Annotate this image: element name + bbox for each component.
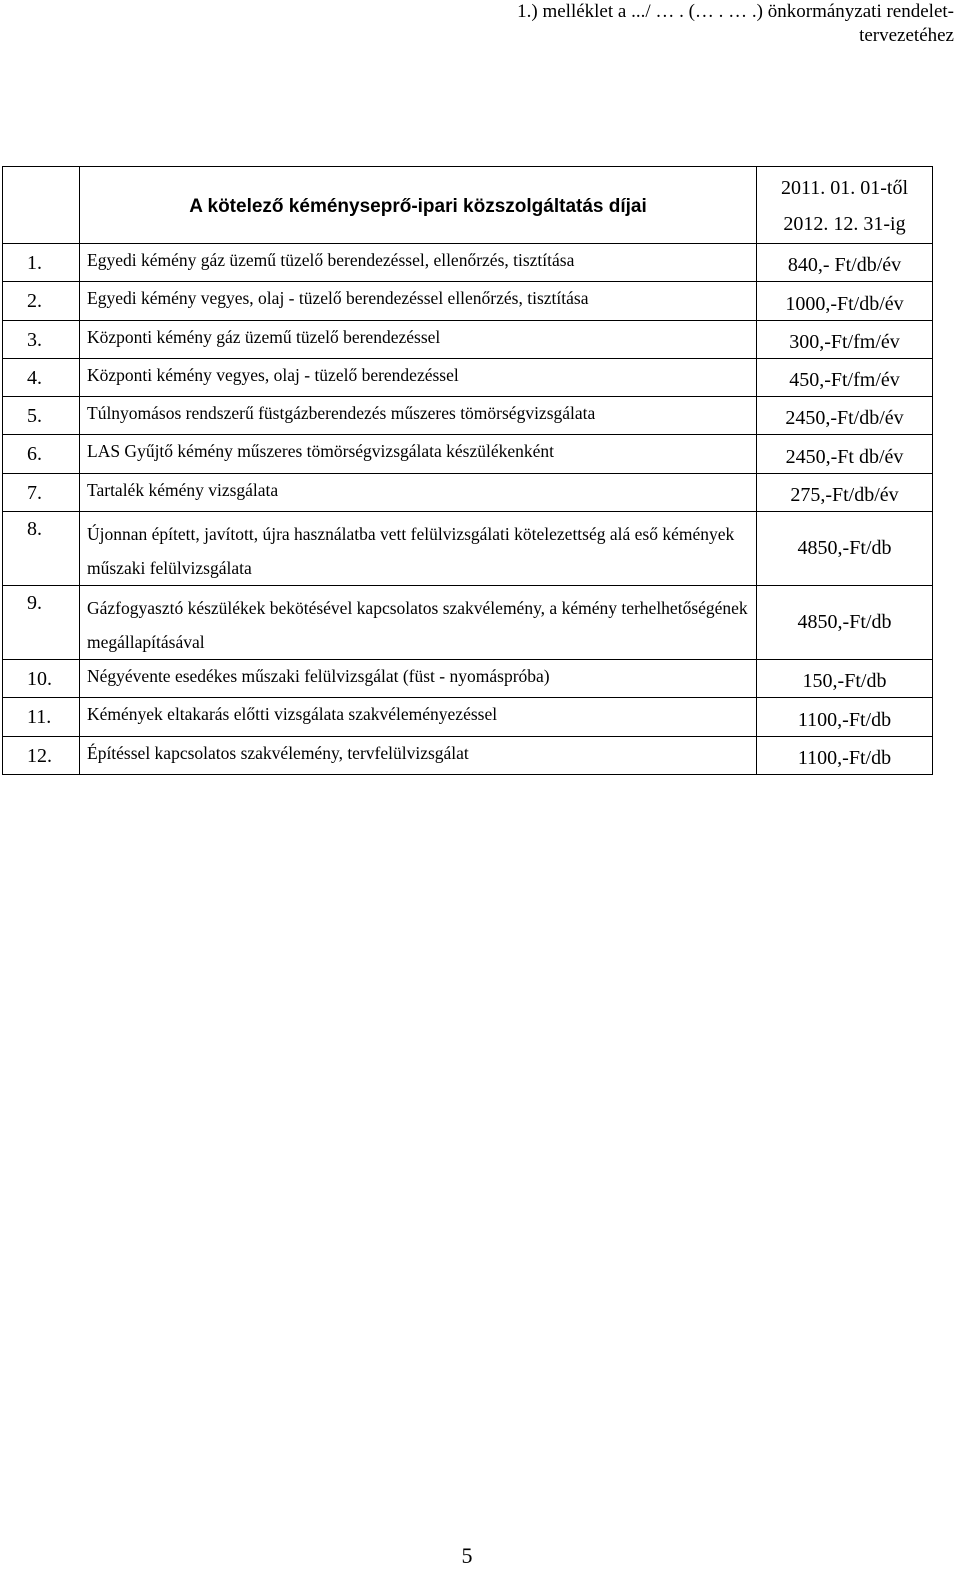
table-row bbox=[3, 397, 933, 435]
table-row bbox=[3, 473, 933, 511]
row-number: 9. bbox=[3, 586, 80, 660]
row-description: Központi kémény gáz üzemű tüzelő berendezéssel bbox=[80, 320, 757, 358]
row-description: Egyedi kémény vegyes, olaj - tüzelő berendezéssel ellenőrzés, tisztítása bbox=[80, 282, 757, 320]
row-price: 2450,-Ft db/év bbox=[757, 435, 933, 473]
table-row bbox=[3, 736, 933, 774]
row-price: 275,-Ft/db/év bbox=[757, 473, 933, 511]
row-description: Gázfogyasztó készülékek bekötésével kapcsolatos szakvélemény, a kémény terhelhetőségének megállapításával bbox=[80, 586, 757, 660]
table-row bbox=[3, 320, 933, 358]
row-number: 7. bbox=[3, 473, 80, 511]
row-number: 6. bbox=[3, 435, 80, 473]
table-row bbox=[3, 282, 933, 320]
row-description: Építéssel kapcsolatos szakvélemény, tervfelülvizsgálat bbox=[80, 736, 757, 774]
annex-reference-line-2: tervezetéhez bbox=[859, 25, 954, 46]
header-empty-cell bbox=[3, 167, 80, 244]
table-row bbox=[3, 586, 933, 660]
annex-reference-line-1: 1.) melléklet a .../ … . (… . … .) önkormányzati rendelet- bbox=[517, 1, 954, 22]
page-number: 5 bbox=[461, 1543, 473, 1568]
row-description: LAS Gyűjtő kémény műszeres tömörségvizsgálata készülékenként bbox=[80, 435, 757, 473]
row-description: Egyedi kémény gáz üzemű tüzelő berendezéssel, ellenőrzés, tisztítása bbox=[80, 244, 757, 282]
row-price: 300,-Ft/fm/év bbox=[757, 320, 933, 358]
validity-period-cell bbox=[757, 167, 933, 244]
row-description: Négyévente esedékes műszaki felülvizsgálat (füst - nyomáspróba) bbox=[80, 660, 757, 698]
row-description: Kémények eltakarás előtti vizsgálata szakvéleményezéssel bbox=[80, 698, 757, 736]
row-price: 1100,-Ft/db bbox=[757, 736, 933, 774]
row-number: 4. bbox=[3, 358, 80, 396]
table-row bbox=[3, 660, 933, 698]
row-number: 11. bbox=[3, 698, 80, 736]
row-description: Központi kémény vegyes, olaj - tüzelő berendezéssel bbox=[80, 358, 757, 396]
row-price: 4850,-Ft/db bbox=[757, 586, 933, 660]
row-number: 2. bbox=[3, 282, 80, 320]
row-number: 10. bbox=[3, 660, 80, 698]
table-row bbox=[3, 512, 933, 586]
table-row bbox=[3, 358, 933, 396]
validity-to: 2012. 12. 31-ig bbox=[783, 213, 906, 235]
row-number: 1. bbox=[3, 244, 80, 282]
row-price: 450,-Ft/fm/év bbox=[757, 358, 933, 396]
row-description: Tartalék kémény vizsgálata bbox=[80, 473, 757, 511]
fee-table bbox=[2, 166, 933, 775]
row-price: 2450,-Ft/db/év bbox=[757, 397, 933, 435]
row-number: 3. bbox=[3, 320, 80, 358]
row-number: 8. bbox=[3, 512, 80, 586]
validity-from: 2011. 01. 01-től bbox=[780, 177, 909, 199]
table-row bbox=[3, 244, 933, 282]
row-description: Újonnan épített, javított, újra használatba vett felülvizsgálati kötelezettség alá eső kémények műszaki felülvizsgálata bbox=[80, 512, 757, 586]
row-price: 4850,-Ft/db bbox=[757, 512, 933, 586]
table-header-row bbox=[3, 167, 933, 244]
row-price: 1000,-Ft/db/év bbox=[757, 282, 933, 320]
annex-reference bbox=[394, 0, 954, 48]
table-row bbox=[3, 435, 933, 473]
table-title: A kötelező kéményseprő-ipari közszolgáltatás díjai bbox=[80, 167, 757, 244]
row-price: 840,- Ft/db/év bbox=[757, 244, 933, 282]
row-price: 150,-Ft/db bbox=[757, 660, 933, 698]
table-row bbox=[3, 698, 933, 736]
row-price: 1100,-Ft/db bbox=[757, 698, 933, 736]
row-number: 5. bbox=[3, 397, 80, 435]
row-description: Túlnyomásos rendszerű füstgázberendezés műszeres tömörségvizsgálata bbox=[80, 397, 757, 435]
row-number: 12. bbox=[3, 736, 80, 774]
